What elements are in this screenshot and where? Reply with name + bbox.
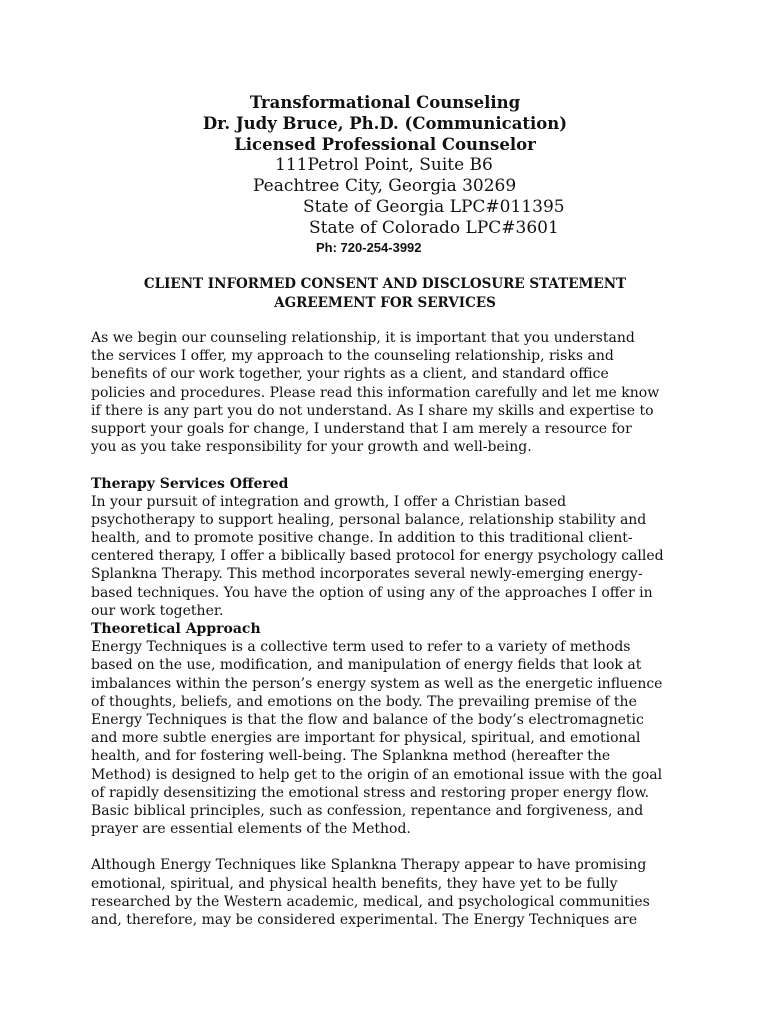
theoretical-approach-line: of thoughts, beliefs, and emotions on the body. The prevailing premise of the	[91, 693, 637, 710]
therapy-services-line: Splankna Therapy. This method incorporates several newly-emerging energy-	[91, 566, 643, 583]
document-title-line-2: AGREEMENT FOR SERVICES	[274, 295, 496, 311]
intro-line: support your goals for change, I understand that I am merely a resource for	[91, 420, 632, 437]
intro-line: you as you take responsibility for your growth and well-being.	[91, 439, 532, 456]
license-colorado: State of Colorado LPC#3601	[309, 218, 559, 238]
phone-number: Ph: 720-254-3992	[316, 240, 422, 255]
theoretical-approach-line: health, and for fostering well-being. The Splankna method (hereafter the	[91, 748, 611, 765]
closing-line: emotional, spiritual, and physical health benefits, they have yet to be fully	[91, 875, 618, 892]
doctor-name: Dr. Judy Bruce, Ph.D. (Communication)	[202, 114, 568, 133]
closing-line: and, therefore, may be considered experimental. The Energy Techniques are	[91, 912, 638, 928]
therapy-services-heading: Therapy Services Offered	[91, 475, 289, 492]
theoretical-approach-line: Energy Techniques is a collective term used to refer to a variety of methods	[91, 639, 631, 656]
theoretical-approach-line: imbalances within the person’s energy system as well as the energetic influence	[91, 675, 663, 692]
document-body	[91, 329, 691, 929]
closing-line: researched by the Western academic, medical, and psychological communities	[91, 893, 650, 910]
document-title-line-1: CLIENT INFORMED CONSENT AND DISCLOSURE STATEMENT	[143, 276, 627, 292]
therapy-services-line: centered therapy, I offer a biblically based protocol for energy psychology called	[91, 548, 664, 565]
therapy-services-section	[91, 475, 691, 621]
theoretical-approach-line: Basic biblical principles, such as confession, repentance and forgiveness, and	[91, 802, 644, 819]
letterhead	[0, 92, 770, 257]
therapy-services-line: based techniques. You have the option of using any of the approaches I offer in	[91, 584, 653, 601]
intro-line: As we begin our counseling relationship, it is important that you understand	[91, 330, 635, 346]
paragraph-gap	[91, 456, 691, 474]
theoretical-approach-section	[91, 620, 691, 838]
theoretical-approach-line: Energy Techniques is that the flow and balance of the body’s electromagnetic	[91, 711, 644, 728]
paragraph-gap	[91, 838, 691, 856]
therapy-services-line: health, and to promote positive change. In addition to this traditional client-	[91, 530, 633, 547]
license-georgia: State of Georgia LPC#011395	[303, 197, 565, 217]
intro-line: benefits of our work together, your rights as a client, and standard office	[91, 366, 609, 383]
theoretical-approach-line: and more subtle energies are important for physical, spiritual, and emotional	[91, 730, 641, 747]
therapy-services-line: In your pursuit of integration and growth, I offer a Christian based	[91, 493, 567, 510]
therapy-services-line: psychotherapy to support healing, personal balance, relationship stability and	[91, 511, 647, 528]
intro-line: if there is any part you do not understand. As I share my skills and expertise to	[91, 402, 654, 419]
intro-line: the services I offer, my approach to the counseling relationship, risks and	[91, 348, 614, 365]
theoretical-approach-line: based on the use, modification, and manipulation of energy fields that look at	[91, 657, 642, 674]
therapy-services-line: our work together.	[91, 602, 224, 619]
theoretical-approach-line: prayer are essential elements of the Method.	[91, 821, 411, 838]
closing-line: Although Energy Techniques like Splankna Therapy appear to have promising	[91, 857, 647, 874]
document-title	[0, 275, 770, 313]
address-line-1: 111Petrol Point, Suite B6	[275, 155, 493, 175]
license-title: Licensed Professional Counselor	[234, 135, 536, 154]
practice-name: Transformational Counseling	[249, 93, 521, 112]
theoretical-approach-line: Method) is designed to help get to the origin of an emotional issue with the goal	[91, 766, 663, 783]
intro-line: policies and procedures. Please read this information carefully and let me know	[91, 384, 660, 401]
address-line-2: Peachtree City, Georgia 30269	[253, 176, 517, 196]
closing-paragraph	[91, 856, 691, 929]
intro-paragraph	[91, 329, 691, 456]
theoretical-approach-line: of rapidly desensitizing the emotional stress and restoring proper energy flow.	[91, 784, 650, 801]
theoretical-approach-heading: Theoretical Approach	[91, 621, 261, 637]
